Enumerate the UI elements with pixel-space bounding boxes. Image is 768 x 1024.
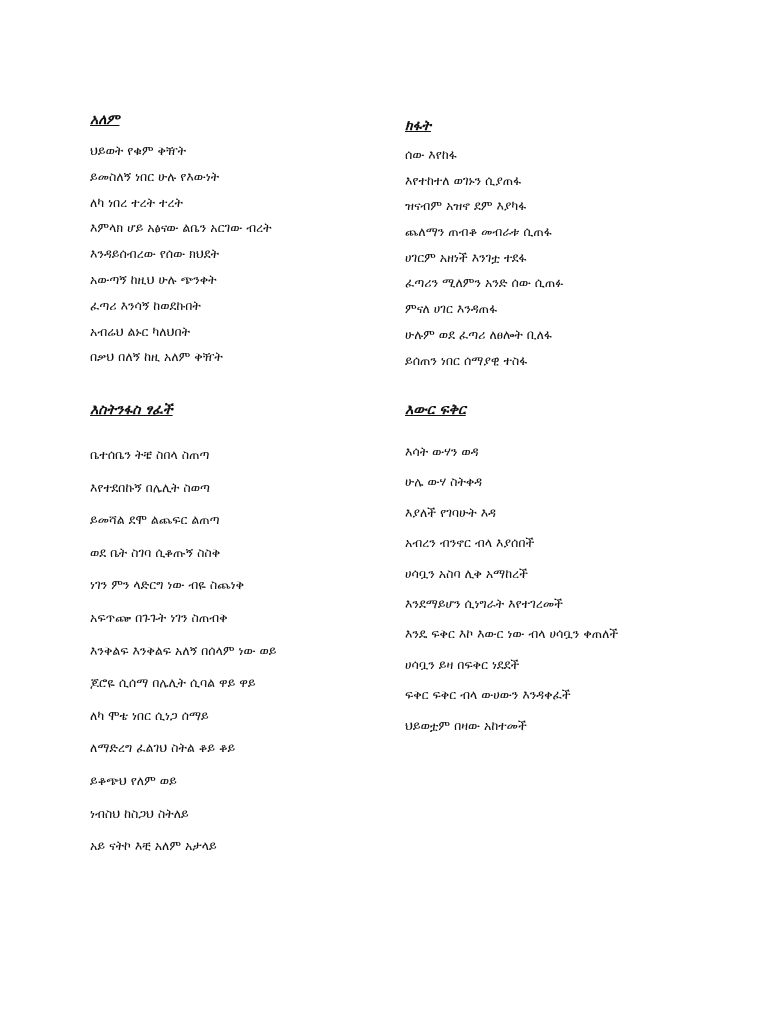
poem-line: ፈጣሪን ሚለምን አንድ ሰው ሲጠፉ	[405, 275, 564, 291]
poem-line: ጨለማን ጠብቆ መብራቱ ሲጠፋ	[405, 224, 552, 240]
poem-line: ለካ ሞቴ ነበር ሲነጋ ሰማይ	[90, 707, 209, 723]
poem-alem	[90, 111, 272, 370]
poem-line: ቤተሰቤን ትቼ ስበላ ስጠጣ	[90, 447, 210, 462]
poem-line: እንዴ ፍቅር እኮ እውር ነው ብላ ሀሳቧን ቀጠለች	[405, 626, 619, 642]
poem-title: እውር ፍቅር	[405, 402, 466, 418]
poem-lines	[405, 142, 563, 373]
poem-line: ሁሉም ወደ ፈጣሪ ለፀሎት ቢለፋ	[405, 326, 552, 342]
poem-line: ለካ ነበረ ተረት ተረት	[90, 194, 183, 210]
poem-line: እንዳይሰብረው የሰው ክህደት	[90, 246, 220, 262]
poem-line: ጆሮዬ ሲሰማ በሌሊት ሲባል ዋይ ዋይ	[90, 675, 256, 691]
poem-line: ህይወት የቁም ቅዥት	[90, 143, 187, 158]
poem-line: ይመስለኝ ነበር ሁሉ የእውነት	[90, 168, 220, 184]
poem-lines	[90, 138, 272, 370]
poem-kifat	[405, 117, 563, 373]
poem-line: ፈጣሪ እንሳኝ ከወደኩበት	[90, 297, 201, 313]
poem-ewur-fikir	[405, 401, 618, 741]
poem-line: ይሰጠን ነበር ሰማያዊ ተስፋ	[405, 352, 528, 368]
poem-line: ነገን ምን ላድርግ ነው ብዬ ስጨነቅ	[90, 577, 244, 593]
poem-line: ሰው እየከፋ	[405, 147, 457, 162]
poem-line: ሁሌ ውሃ ስትቀዳ	[405, 474, 483, 490]
poem-line: እንቅልፍ እንቅልፍ አለኝ በሰላም ነው ወይ	[90, 642, 277, 658]
poem-line: ይመሻል ደሞ ልጨፍር ልጠጣ	[90, 512, 220, 528]
poem-istinfas	[90, 401, 276, 863]
poem-lines	[90, 439, 276, 863]
poem-line: አፍጥጬ በጉጉት ነገን ስጠብቅ	[90, 609, 228, 625]
poem-line: በቃህ በለኝ ከዚ አለም ቅዥት	[90, 349, 223, 365]
poem-title: አለም	[90, 112, 120, 128]
poem-line: እያለች የገባሁት እዳ	[405, 504, 496, 520]
poem-line: አይ ናትኮ እቺ አለም አታላይ	[90, 838, 217, 854]
poem-line: እየተከተለ ወገኑን ሲያጠፋ	[405, 172, 522, 188]
poem-line: እንደማይሆን ሲነግራት እየተገረመች	[405, 595, 563, 611]
poem-line: አብሬህ ልኑር ካለህበት	[90, 323, 191, 339]
poem-line: አብረን ብንኖር ብላ እያሰበች	[405, 535, 535, 551]
poem-line: ሀገርም አዘነች እንገቷ ተደፋ	[405, 249, 527, 265]
poem-line: ወደ ቤት ስገባ ሲቆጡኝ ስስቅ	[90, 544, 221, 560]
poem-line: ሀሳቧን አስባ ሊቅ አማከረች	[405, 565, 528, 581]
poem-lines	[405, 437, 618, 741]
poem-line: እምላክ ሆይ አፅናው ልቤን አርገው ብረት	[90, 220, 272, 236]
poem-line: እሳት ውሃን ወዳ	[405, 444, 479, 459]
poem-line: ይቆጭህ የለም ወይ	[90, 772, 177, 788]
poem-title: ክፋት	[405, 118, 431, 134]
poem-line: እየተደበኩኝ በሌሊት ስወጣ	[90, 479, 210, 495]
poem-line: ምናለ ሀገር እንዳጠፋ	[405, 301, 498, 317]
poem-line: ለማድረግ ፈልገህ ስትል ቆይ ቆይ	[90, 740, 236, 756]
poem-line: ዝናብም አዝኖ ደም እያካፋ	[405, 198, 527, 214]
poem-line: ሀሳቧን ይዛ በፍቅር ነደደች	[405, 656, 520, 672]
poem-line: ፍቅር ፍቅር ብላ ውሀውን እንዳቀፈች	[405, 687, 571, 703]
poem-line: ህይወቷም በዛው አከተመች	[405, 717, 527, 733]
poem-title: እስትንፋስ ፃፈች	[90, 402, 173, 418]
poem-line: ነብስህ ከስጋህ ስትለይ	[90, 805, 189, 821]
poem-line: አውጣኝ ከዚህ ሁሉ ጭንቀት	[90, 271, 217, 287]
